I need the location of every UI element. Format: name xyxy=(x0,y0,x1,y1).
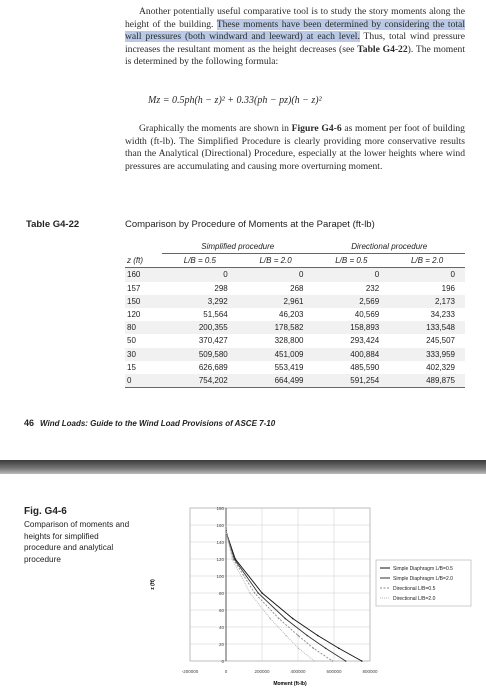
data-point xyxy=(278,618,280,620)
moment-cell: 2,569 xyxy=(313,295,389,308)
moment-cell: 158,893 xyxy=(313,321,389,334)
moment-cell: 40,569 xyxy=(354,310,380,320)
data-point xyxy=(317,635,319,637)
moment-cell: 0 xyxy=(162,268,238,282)
highlighted-text[interactable]: These moments have been determined by considering the total wall pressures (both windward and leeward) at each level. xyxy=(125,18,465,43)
data-point xyxy=(297,635,299,637)
data-point xyxy=(226,533,228,535)
moment-cell: 268 xyxy=(290,283,304,293)
plot-area xyxy=(190,508,370,661)
data-point xyxy=(269,618,271,620)
page-footer xyxy=(24,418,275,428)
height-cell: 160 xyxy=(125,268,162,282)
moment-cell: 0 xyxy=(313,268,389,282)
moment-cell: 34,233 xyxy=(430,310,455,320)
moment-cell: 232 xyxy=(365,283,380,293)
column-header: L/B = 0.5 xyxy=(162,254,238,268)
moment-formula: Mz = 0.5ph(h − z)² + 0.33(ph − pz)(h − z)² xyxy=(148,95,322,106)
moment-cell: 451,009 xyxy=(238,348,314,361)
y-tick-label: 120 xyxy=(216,557,224,562)
moment-cell: 591,254 xyxy=(313,374,389,388)
page-number: 46 xyxy=(24,418,35,428)
moment-cell: 0 xyxy=(389,268,465,282)
moment-cell: 2,961 xyxy=(238,295,314,308)
moment-cell: 133,548 xyxy=(389,321,465,334)
moment-cell: 245,507 xyxy=(426,336,455,346)
moment-cell: 553,419 xyxy=(274,362,304,372)
height-cell: 50 xyxy=(127,336,136,346)
data-point xyxy=(225,524,227,526)
moment-cell: 370,427 xyxy=(198,336,228,346)
moment-cell: 196 xyxy=(441,283,455,293)
table-row xyxy=(125,334,465,347)
paragraph-text: ). The moment is determined by the following formula: xyxy=(125,43,465,68)
moment-cell: 485,590 xyxy=(350,362,380,372)
moment-cell: 664,499 xyxy=(238,374,314,388)
figure-label: Fig. G4-6 xyxy=(24,506,67,517)
data-point xyxy=(284,618,286,620)
height-cell: 30 xyxy=(125,348,162,361)
moment-cell: 489,875 xyxy=(389,374,465,388)
table-reference: Table G4-22 xyxy=(357,43,408,55)
data-point xyxy=(361,660,363,662)
data-point xyxy=(285,635,287,637)
height-cell: 157 xyxy=(127,283,141,293)
moment-cell: 298 xyxy=(214,283,228,293)
data-point xyxy=(338,647,340,649)
column-header: L/B = 0.5 xyxy=(313,254,389,268)
paragraph-text: Another potentially useful comparative tool is to study the story moments along the height of the building. xyxy=(125,6,465,30)
moment-cell: 626,689 xyxy=(198,362,228,372)
x-tick-label: 200000 xyxy=(254,669,270,674)
table-row xyxy=(125,374,465,388)
data-point xyxy=(257,592,259,594)
figure-reference: Figure G4-6 xyxy=(291,123,342,134)
y-tick-label: 20 xyxy=(218,642,224,647)
x-tick-label: 0 xyxy=(224,669,228,674)
height-cell: 80 xyxy=(125,321,162,334)
moment-cell: 754,202 xyxy=(162,374,238,388)
moment-cell: 0 xyxy=(238,268,314,282)
figure-caption: Comparison of moments and heights for simplified procedure and analytical procedure xyxy=(24,520,130,564)
moment-cell: 333,959 xyxy=(389,348,465,361)
book-title: Wind Loads: Guide to the Wind Load Provisions of ASCE 7-10 xyxy=(40,419,276,428)
moment-cell: 328,800 xyxy=(274,336,304,346)
y-axis-title: z (ft) xyxy=(150,579,156,590)
y-tick-label: 40 xyxy=(218,625,224,630)
moment-cell: 400,884 xyxy=(313,348,389,361)
data-point xyxy=(345,660,347,662)
y-tick-label: 0 xyxy=(221,659,224,664)
paragraph-text: as moment per foot of building width (ft-lb). The Simplified Procedure is clearly providing more conservative results than the Analytical (Directional) Procedure, especially at the lower heights where wind pressures are accumulating and causing more overturning moment. xyxy=(125,123,465,172)
table-row xyxy=(125,282,465,295)
data-point xyxy=(261,592,263,594)
moment-cell: 2,173 xyxy=(389,295,465,308)
moment-cell: 46,203 xyxy=(279,310,304,320)
table-row xyxy=(125,268,465,282)
data-point xyxy=(313,660,315,662)
data-point xyxy=(231,558,233,560)
x-axis-title: Moment (ft-lb) xyxy=(273,681,307,687)
legend-label: Simple Diaphragm L/B=2.0 xyxy=(393,575,453,582)
y-tick-label: 60 xyxy=(218,608,224,613)
table-title: Comparison by Procedure of Moments at the Parapet (ft-lb) xyxy=(125,219,375,230)
paragraph-text: Graphically the moments are shown in xyxy=(139,123,292,134)
y-tick-label: 80 xyxy=(218,591,224,596)
data-point xyxy=(292,618,294,620)
column-header: z (ft) xyxy=(125,254,162,268)
height-cell: 0 xyxy=(125,374,162,388)
table-row xyxy=(125,321,465,334)
data-point xyxy=(306,635,308,637)
table-row xyxy=(125,361,465,374)
body-paragraph-1 xyxy=(125,6,465,69)
x-tick-label: 600000 xyxy=(326,669,342,674)
column-header-row xyxy=(125,254,465,268)
moment-cell: 178,582 xyxy=(238,321,314,334)
x-tick-label: 400000 xyxy=(290,669,306,674)
table-row xyxy=(125,295,465,308)
table-row xyxy=(125,348,465,361)
column-header: L/B = 2.0 xyxy=(238,254,314,268)
legend-label: Simple Diaphragm L/B=0.5 xyxy=(393,565,453,572)
data-point xyxy=(254,592,256,594)
moment-cell: 293,424 xyxy=(350,336,380,346)
y-tick-label: 180 xyxy=(216,506,224,511)
moment-cell: 402,329 xyxy=(426,362,455,372)
body-paragraph-2 xyxy=(125,123,465,173)
table-row xyxy=(125,308,465,321)
data-point xyxy=(298,647,300,649)
data-point xyxy=(313,647,315,649)
x-tick-label: -200000 xyxy=(181,669,199,674)
legend-label: Directional L/B=2.0 xyxy=(393,595,436,602)
moment-cell: 51,564 xyxy=(203,310,228,320)
group-header-simplified: Simplified procedure xyxy=(162,240,313,254)
height-cell: 150 xyxy=(125,295,162,308)
data-point xyxy=(332,660,334,662)
moment-chart xyxy=(140,498,480,688)
data-point xyxy=(249,592,251,594)
height-cell: 15 xyxy=(127,362,136,372)
x-tick-label: 800000 xyxy=(362,669,378,674)
data-point xyxy=(325,647,327,649)
height-cell: 120 xyxy=(127,310,141,320)
moment-cell: 3,292 xyxy=(162,295,238,308)
data-point xyxy=(225,527,227,529)
y-tick-label: 140 xyxy=(216,540,224,545)
group-header-directional: Directional procedure xyxy=(313,240,465,254)
legend-label: Directional L/B=0.5 xyxy=(393,585,436,592)
table-label: Table G4-22 xyxy=(26,219,80,230)
y-tick-label: 160 xyxy=(216,523,224,528)
page-divider xyxy=(0,460,486,474)
moment-cell: 509,580 xyxy=(162,348,238,361)
moment-cell: 200,355 xyxy=(162,321,238,334)
moments-table xyxy=(125,240,465,388)
paragraph-text: Thus, total wind pressure increases the resultant moment as the height decreases (see xyxy=(125,31,465,55)
y-tick-label: 100 xyxy=(216,574,224,579)
column-header: L/B = 2.0 xyxy=(389,254,465,268)
